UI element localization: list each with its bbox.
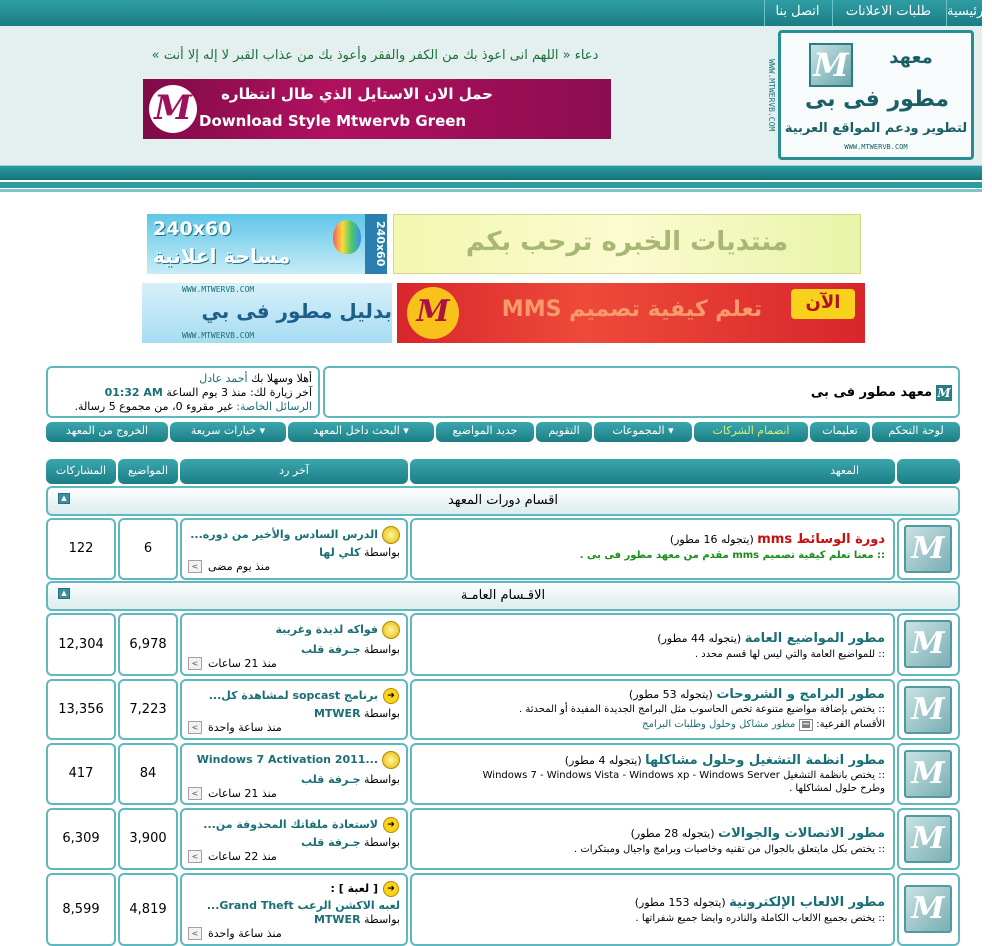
banner-line1: حمل الان الاستايل الذي طال انتظاره [221,85,493,103]
user-info-panel [46,366,320,418]
site-m-icon: M [937,386,951,400]
nav-contact[interactable]: اتصل بنا [764,0,830,26]
balloon-icon [333,220,361,254]
last-post-time: منذ 21 ساعات [208,787,277,800]
site-logo[interactable] [778,30,974,160]
last-post-title[interactable]: فواكه لذيذة وغريبة [275,623,378,636]
logo-subtitle: لتطوير ودعم المواقع العربية [784,121,968,136]
post-count: 13,356 [46,679,116,740]
ad-guide-url-bottom: WWW.MTWERVB.COM [182,331,255,340]
forum-title-link[interactable]: دورة الوسائط mms [757,532,885,547]
forum-status-icon: M [904,750,952,798]
nav-home[interactable]: الرئيسية [946,0,986,26]
search-menu[interactable]: البحث داخل المعهد ▾ [288,422,434,442]
forum-status-icon: M [904,885,952,933]
last-visit-value: منذ 3 يوم الساعة [166,386,247,399]
quick-links-menu[interactable]: خيارات سريعة ▾ [170,422,286,442]
forum-info-cell [410,743,895,805]
last-post-user[interactable]: كلي لها [319,546,361,559]
ad-guide-url-top: WWW.MTWERVB.COM [182,285,255,294]
user-cp-button[interactable]: لوحة التحكم [872,422,960,442]
header-stripe [0,166,982,180]
forum-status-icon: M [904,620,952,668]
last-post-prefix: [ لعبة ] : [330,882,378,895]
post-count: 6,309 [46,808,116,870]
last-post-title[interactable]: الدرس السادس والأخير من دوره... [190,528,378,541]
top-navbar [0,0,992,26]
ad-mms-text: تعلم كيفية تصميم MMS [501,297,763,322]
forum-icon-cell [897,743,960,805]
category-header [46,486,960,516]
ad-guide-banner[interactable] [142,283,392,343]
last-post-time: منذ ساعة واحدة [208,927,282,940]
last-post-user[interactable]: MTWER [313,913,361,926]
thread-count: 4,819 [118,873,178,946]
collapse-icon[interactable]: ▲ [58,588,70,599]
ad-space-size-side: 240x60 [365,214,387,274]
forum-viewers: (يتجوله 4 مطور) [564,754,642,767]
forum-title-link[interactable]: مطور انظمة التشغيل وحلول مشاكلها [645,753,885,768]
forum-title-link[interactable]: مطور الاتصالات والجوالات [718,826,885,841]
collapse-icon[interactable]: ▲ [58,493,70,504]
last-post-by: بواسطة [364,913,400,926]
col-threads: المواضيع [118,459,178,484]
mms-logo-icon: M [407,287,459,339]
last-post-title[interactable]: برنامج sopcast لمشاهدة كل... [208,689,378,702]
category-title: اقسام دورات المعهد [447,493,559,508]
last-post-user[interactable]: جـرفة قلب [300,773,361,786]
category-title: الاقـسام العامـة [460,588,546,603]
last-post-title[interactable]: لاستعادة ملفاتك المحذوفة من... [203,818,378,831]
forum-status-icon: M [904,686,952,734]
subforum-icon: ▤ [799,719,814,731]
ad-guide-text: بدليل مطور فى بي [201,299,392,323]
last-visit-label: آخر زيارة لك: [249,386,312,399]
last-post-cell [180,679,408,740]
last-post-title[interactable]: لعبه الاكشن الرعب Grand Theft... [206,899,400,912]
post-count: 122 [46,518,116,580]
forum-icon-cell [897,518,960,580]
header-dua: دعاء « اللهم انى اعوذ بك من الكفر والفقر وأعوذ بك من عذاب القبر لا إله إلا أنت » [151,48,599,63]
thread-count: 6,978 [118,613,178,676]
private-messages-link[interactable]: الرسائل الخاصة: [236,400,312,413]
post-count: 12,304 [46,613,116,676]
last-post-cell [180,518,408,580]
logout-button[interactable]: الخروج من المعهد [46,422,168,442]
last-post-by: بواسطة [364,707,400,720]
join-companies-button[interactable]: انضمام الشركات [694,422,808,442]
forum-viewers: (يتجوله 28 مطور) [630,827,715,840]
forum-description: :: يختص بكل مايتعلق بالجوال من تقنيه وخاصيات وبرامج واجيال ومبتكرات . [573,844,885,855]
subforums-label: الأقسام الفرعية: [816,719,885,730]
last-post-cell [180,873,408,946]
last-post-user[interactable]: جـرفة قلب [300,643,361,656]
ad-space-size: 240x60 [153,218,232,240]
thumbs-up-icon [382,621,400,639]
goto-last-post-icon[interactable]: > [188,927,202,940]
col-icon [897,459,960,484]
forum-viewers: (يتجوله 153 مطور) [634,896,726,909]
forum-title-link[interactable]: مطور المواضيع العامة [744,631,885,646]
thread-count: 3,900 [118,808,178,870]
category-header [46,581,960,611]
thread-count: 6 [118,518,178,580]
arrow-right-icon: ➜ [383,881,399,897]
forum-description-line2: وطرح حلول لمشاكلها . [789,783,885,794]
ad-khebra-banner[interactable] [393,214,861,274]
last-post-time: منذ ساعة واحدة [208,721,282,734]
style-download-banner[interactable] [143,79,611,139]
site-title-panel [323,366,960,418]
col-posts: المشاركات [46,459,116,484]
groups-menu[interactable]: المجموعات ▾ [594,422,692,442]
forum-status-icon: M [904,815,952,863]
last-post-title[interactable]: Windows 7 Activation 2011... [196,753,378,766]
last-post-by: بواسطة [364,643,400,656]
last-visit-time: 01:32 AM [104,386,163,399]
last-post-time: منذ يوم مضى [208,560,271,573]
thread-count: 7,223 [118,679,178,740]
forum-description: :: يختص بإضافة مواضيع متنوعة تخص الحاسوب مثل البرامج الجديدة المفيدة أو المحدثة . [519,704,885,715]
forum-info-cell [410,808,895,870]
last-post-cell [180,743,408,805]
forum-title-link[interactable]: مطور البرامج و الشروحات [716,687,885,702]
new-posts-button[interactable]: جديد المواضيع [436,422,534,442]
logo-side-url: WWW.MTWERVB.COM [767,58,776,132]
goto-last-post-icon[interactable]: > [188,721,202,734]
forum-description: :: يختص بجميع الالعاب الكاملة والنادره وايضا جميع شفراتها . [635,913,885,924]
logo-url: WWW.MTWERVB.COM [844,143,908,151]
col-forum: المعهد [410,459,895,484]
col-last-post: آخر رد [180,459,408,484]
smile-icon [382,526,400,544]
forum-viewers: (يتجوله 44 مطور) [657,632,742,645]
forum-info-cell [410,518,895,580]
goto-last-post-icon[interactable]: > [188,850,202,863]
ad-space-banner[interactable] [147,214,387,274]
nav-ads-requests[interactable]: طلبات الاعلانات [832,0,944,26]
ad-mms-now: الآن [791,289,855,319]
site-title: معهد مطور فى بى [810,385,932,400]
goto-last-post-icon[interactable]: > [188,560,202,573]
welcome-text: أهلا وسهلا بك [251,372,312,385]
ad-space-text: مساحة اعلانية [153,244,291,268]
arrow-right-icon: ➜ [383,817,399,833]
logo-title: معهد [889,47,933,68]
last-post-by: بواسطة [364,546,400,559]
post-count: 8,599 [46,873,116,946]
forum-viewers: (يتجوله 53 مطور) [628,688,713,701]
ad-khebra-text: منتديات الخبره ترحب بكم [465,227,789,257]
thread-count: 84 [118,743,178,805]
last-post-user[interactable]: جـرفة قلب [300,836,361,849]
forum-icon-cell [897,873,960,946]
banner-line2: Download Style Mtwervb Green [199,112,467,130]
forum-description: :: للمواضيع العامة والتي ليس لها قسم محدد . [694,649,885,660]
forum-status-icon: M [904,525,952,573]
faq-button[interactable]: تعليمات [810,422,870,442]
last-post-by: بواسطة [364,773,400,786]
post-count: 417 [46,743,116,805]
forum-icon-cell [897,808,960,870]
forum-icon-cell [897,679,960,740]
calendar-button[interactable]: التقويم [536,422,592,442]
last-post-time: منذ 22 ساعات [208,850,277,863]
username-link[interactable]: أحمد عادل [199,372,248,385]
logo-m-icon: M [809,43,853,87]
forum-info-cell [410,613,895,676]
forum-description: :: يختص بانظمة التشغيل Windows 7 - Windows Vista - Windows xp - Windows Server [482,770,885,781]
forum-description: :: معنا تعلم كيفية تصميم mms مقدم من معهد مطور فى بى . [579,550,885,561]
last-post-time: منذ 21 ساعات [208,657,277,670]
header-stripe-2 [0,182,982,188]
header-stripe-3 [0,189,982,192]
forum-viewers: (يتجوله 16 مطور) [669,533,754,546]
mtwervb-logo-icon: M [149,85,197,133]
forum-info-cell [410,679,895,740]
goto-last-post-icon[interactable]: > [188,787,202,800]
thumbs-up-icon [382,751,400,769]
last-post-cell [180,613,408,676]
last-post-cell [180,808,408,870]
forum-icon-cell [897,613,960,676]
last-post-user[interactable]: MTWER [313,707,361,720]
goto-last-post-icon[interactable]: > [188,657,202,670]
private-messages-value: غير مقروء 0، من مجموع 5 رسالة. [74,400,233,413]
forum-info-cell [410,873,895,946]
forum-title-link[interactable]: مطور الالعاب الإلكترونية [729,895,885,910]
subforum-link[interactable]: مطور مشاكل وحلول وطلبات البرامج [642,719,796,730]
logo-name: مطور فى بى [804,87,949,112]
ad-mms-banner[interactable] [397,283,865,343]
last-post-by: بواسطة [364,836,400,849]
arrow-right-icon: ➜ [383,688,399,704]
